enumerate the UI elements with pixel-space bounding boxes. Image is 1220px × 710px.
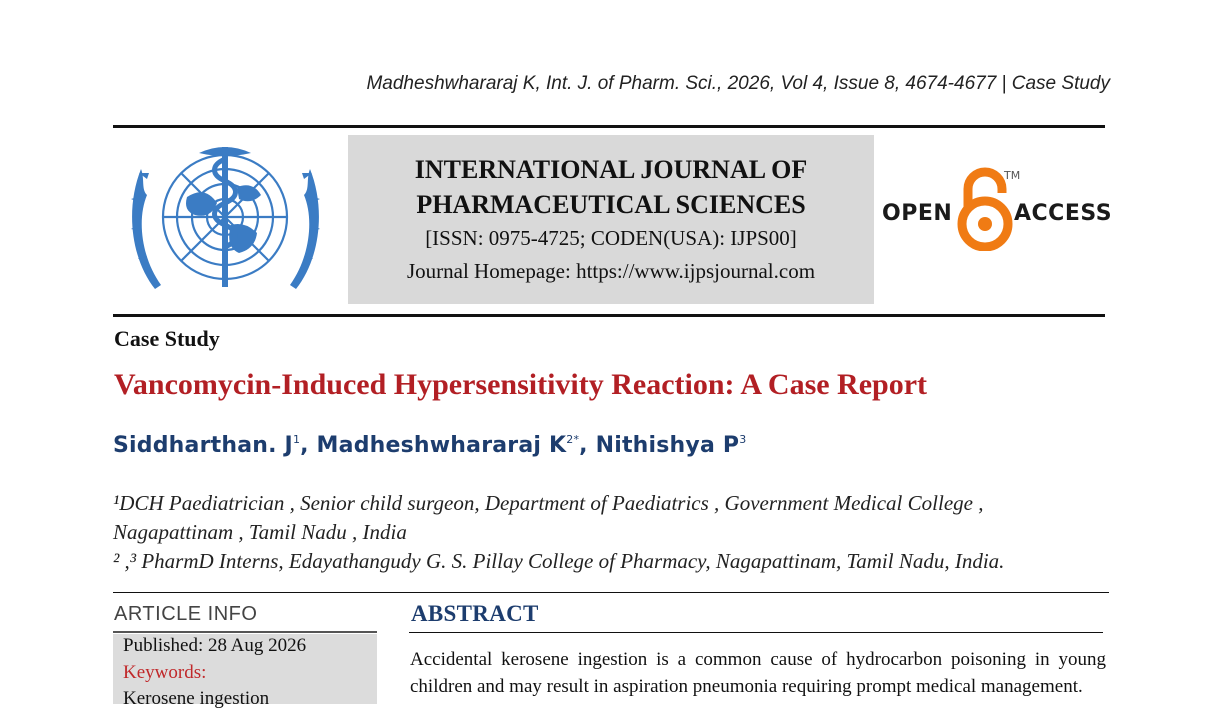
open-access-access-text: ACCESS xyxy=(1014,201,1113,226)
header-rule-bottom xyxy=(113,314,1105,317)
header-rule-top xyxy=(113,125,1105,128)
abstract-body xyxy=(410,646,1106,700)
article-title: Vancomycin-Induced Hypersensitivity Reaction: A Case Report xyxy=(114,368,928,401)
author-name: , Madheshwhararaj K xyxy=(300,433,567,458)
author-name: Siddharthan. J xyxy=(113,433,293,458)
open-access-logo xyxy=(880,167,1113,255)
abstract-heading: ABSTRACT xyxy=(411,601,539,626)
journal-logo-emblem-icon xyxy=(127,139,324,305)
published-date: Published: 28 Aug 2026 xyxy=(123,635,307,656)
journal-homepage: Journal Homepage: https://www.ijpsjournal.com xyxy=(406,259,816,283)
journal-issn: [ISSN: 0975-4725; CODEN(USA): IJPS00] xyxy=(425,226,797,250)
affiliation-line: Nagapattinam , Tamil Nadu , India xyxy=(113,520,407,544)
abstract-rule xyxy=(409,632,1103,633)
abstract-line: Accidental kerosene ingestion is a common cause of hydrocarbon poisoning in young xyxy=(410,649,1106,670)
author-affiliation-mark: 1 xyxy=(292,433,301,446)
trademark-mark: TM xyxy=(1004,169,1021,182)
author-affiliation-mark: 3 xyxy=(739,433,747,446)
article-info-rule xyxy=(113,631,377,633)
article-info-box xyxy=(113,634,377,709)
affiliation-line: ¹DCH Paediatrician , Senior child surgeon, Department of Paediatrics , Government Medical College , xyxy=(113,491,984,515)
author-name: , Nithishya P xyxy=(579,433,740,458)
author-list xyxy=(113,433,746,458)
journal-title-box xyxy=(348,135,874,304)
affiliations xyxy=(113,489,1103,576)
section-divider xyxy=(113,592,1109,593)
keywords-label: Keywords: xyxy=(123,662,207,683)
affiliation-line: ² ,³ PharmD Interns, Edayathangudy G. S. Pillay College of Pharmacy, Nagapattinam, Tamil Nadu, India. xyxy=(113,549,1005,573)
journal-title-line2: PHARMACEUTICAL SCIENCES xyxy=(416,190,806,219)
open-access-open-text: OPEN xyxy=(882,201,953,226)
keywords-value: Kerosene ingestion xyxy=(123,688,270,709)
article-info-heading: ARTICLE INFO xyxy=(114,603,258,625)
running-head: Madheshwhararaj K, Int. J. of Pharm. Sci., 2026, Vol 4, Issue 8, 4674-4677 | Case Study xyxy=(366,73,1110,94)
article-type: Case Study xyxy=(114,326,220,351)
abstract-line: children and may result in aspiration pneumonia requiring prompt medical management. xyxy=(410,676,1083,697)
author-affiliation-mark: 2* xyxy=(566,433,580,446)
journal-title-line1: INTERNATIONAL JOURNAL OF xyxy=(414,155,808,184)
